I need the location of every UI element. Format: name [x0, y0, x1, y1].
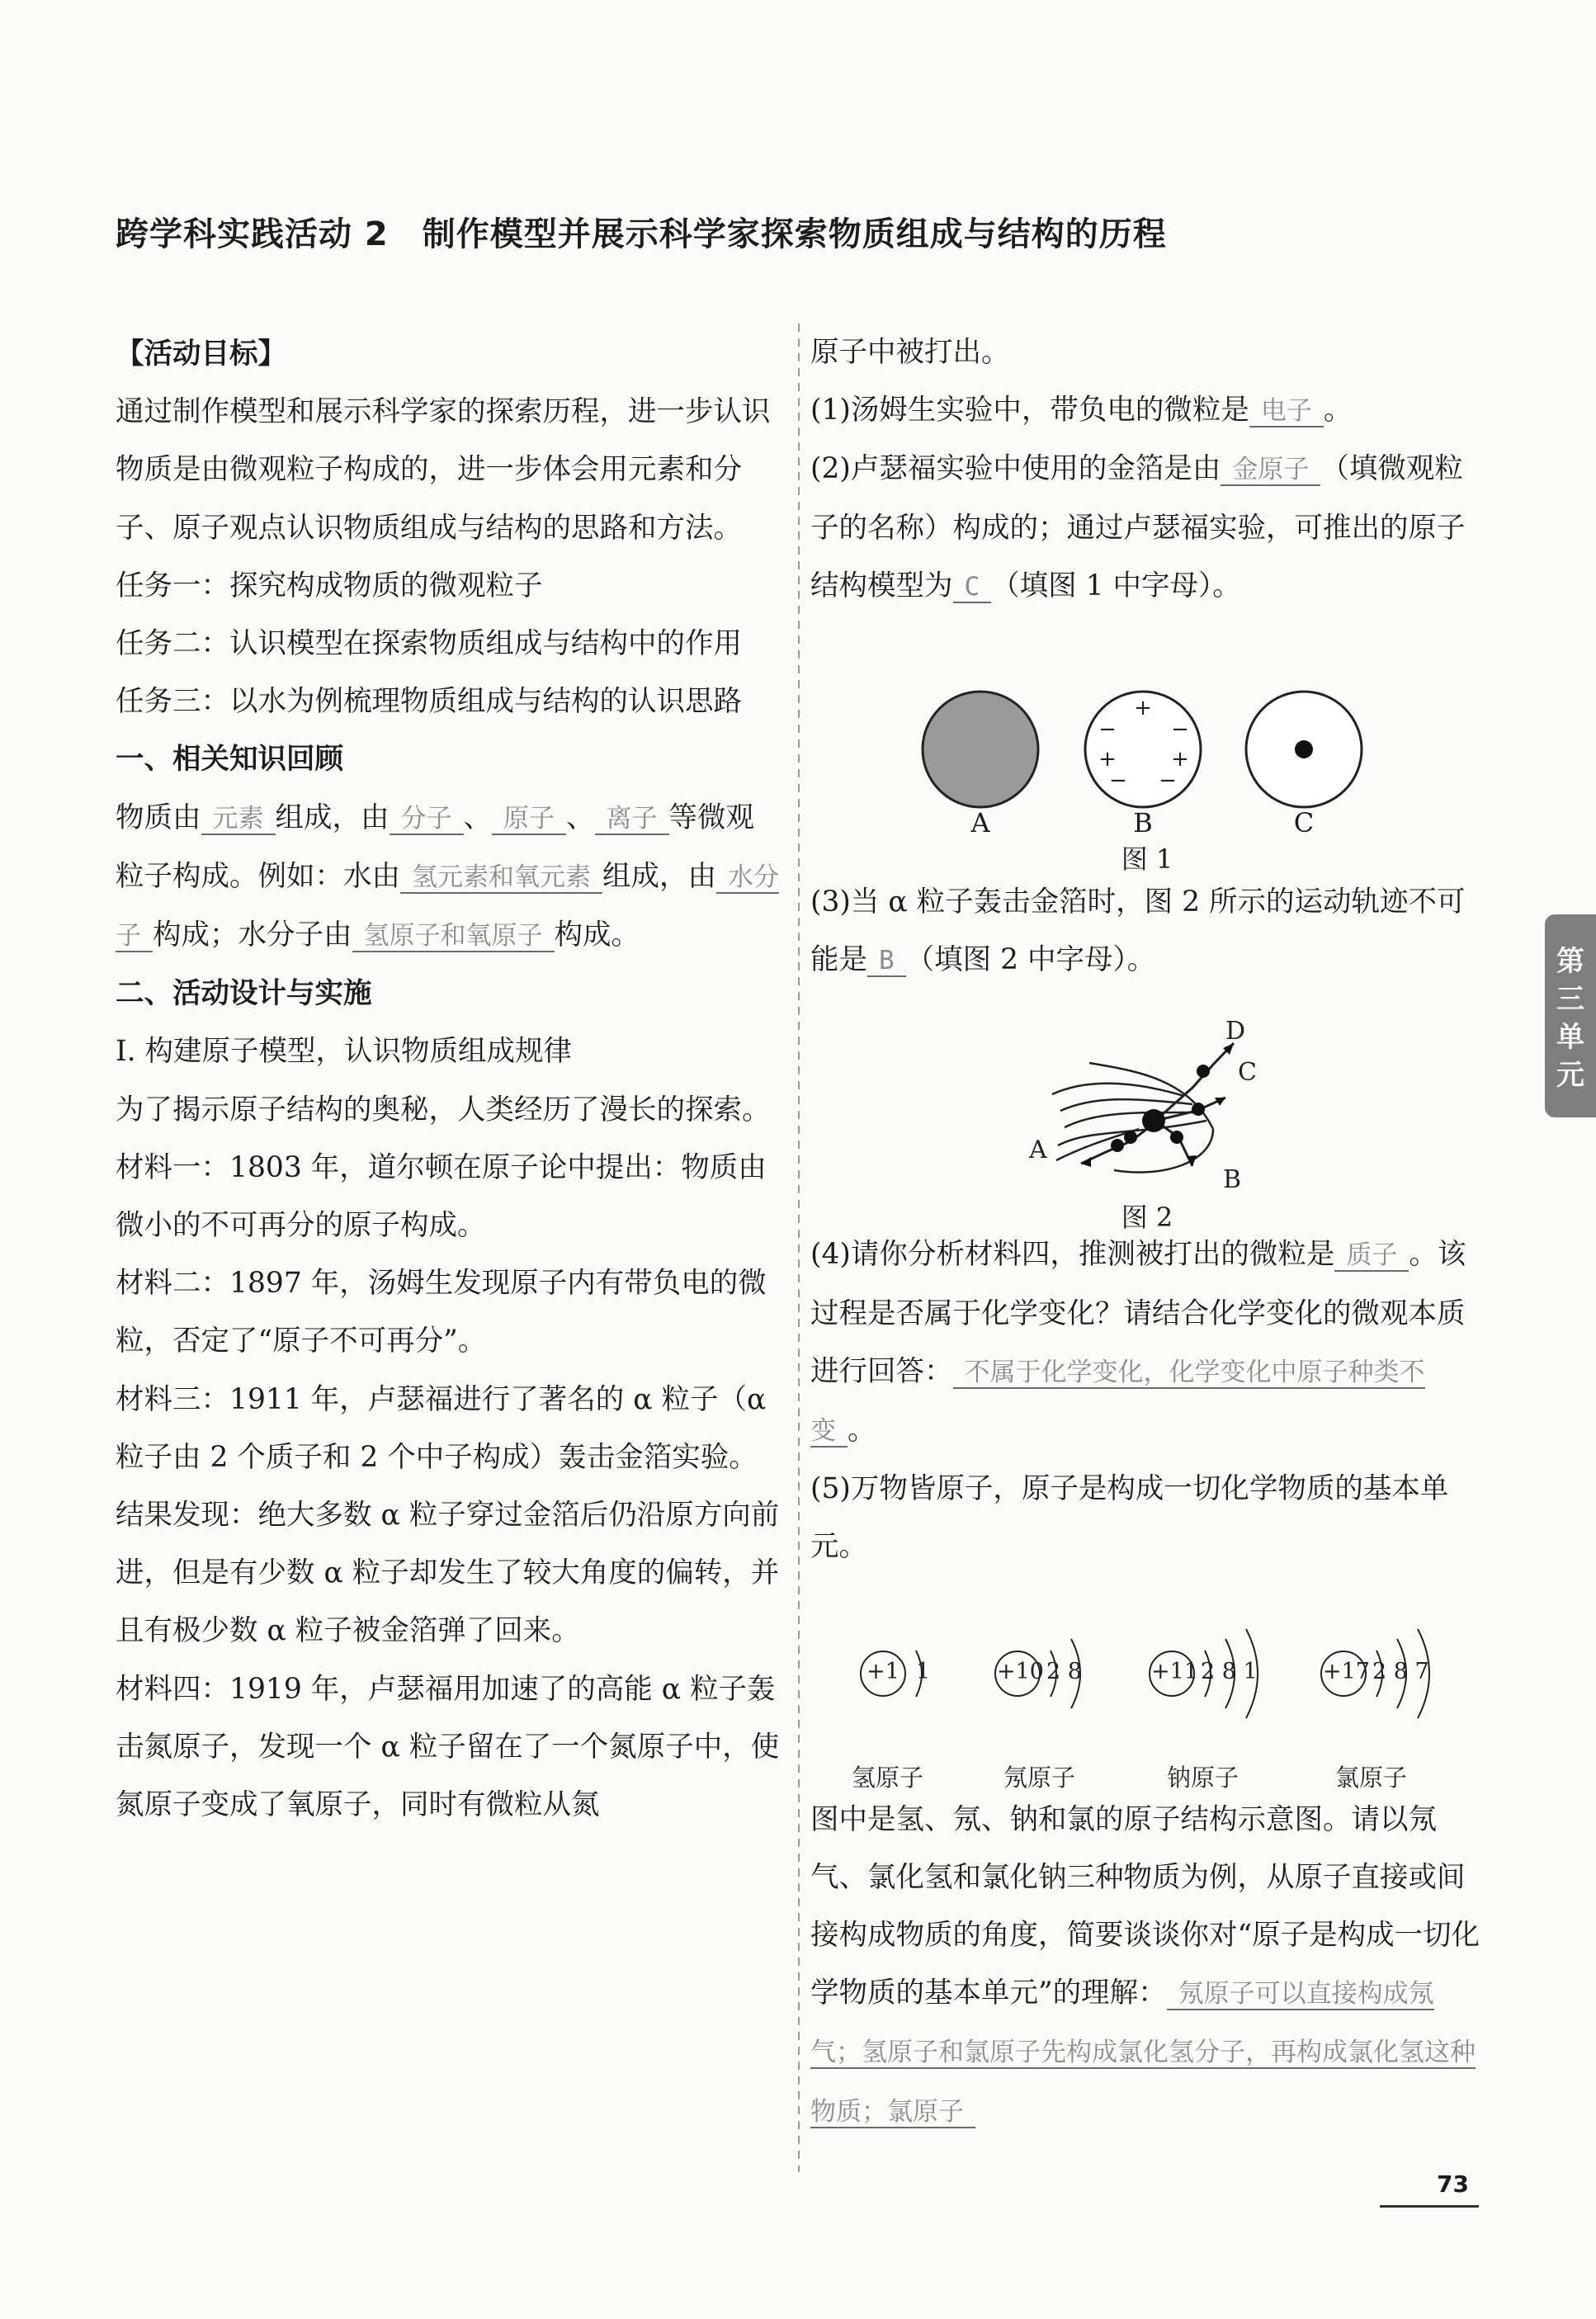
material-4: 材料四：1919 年，卢瑟福用加速了的高能 α 粒子轰击氮原子，发现一个 α 粒子留在了一个氮原子中，使氮原子变成了氧原子，同时有微粒从氮 — [116, 1672, 780, 1822]
answer-blank: 分子 — [390, 804, 464, 835]
question-2: (2)卢瑟福实验中使用的金箔是由 金原子 （填微观粒子的名称）构成的；通过卢瑟福实验，可推出的原子结构模型为 C （填图 1 中字母）。 — [810, 452, 1466, 602]
answer-blank: 氖原子可以直接构成氖气；氢原子和氯原子先构成氯化氢分子，再构成氯化氢这种物质；氯原子 — [810, 1979, 1476, 2127]
svg-text:+: + — [1134, 696, 1152, 720]
answer-blank: 质子 — [1334, 1240, 1409, 1272]
svg-text:−: − — [1171, 717, 1189, 742]
answer-blank: 电子 — [1249, 396, 1324, 427]
figure-2-label-c: C — [1238, 1058, 1257, 1087]
svg-text:−: − — [1098, 717, 1117, 742]
question-3: (3)当 α 粒子轰击金箔时，图 2 所示的运动轨迹不可能是 B （填图 2 中字母）。 — [810, 886, 1466, 977]
figure-1-caption: 图 1 — [1121, 843, 1173, 875]
page-number-rule — [1380, 2205, 1479, 2208]
page-title: 跨学科实践活动 2 制作模型并展示科学家探索物质组成与结构的历程 — [116, 215, 1167, 253]
figure-1-label-b: B — [1133, 807, 1153, 838]
svg-text:−: − — [1159, 768, 1177, 793]
model-c-nucleus — [1295, 740, 1313, 758]
hydrogen-nucleus: +1 — [866, 1659, 900, 1684]
figure-1-label-a: A — [970, 807, 990, 838]
material-1: 材料一：1803 年，道尔顿在原子论中提出：物质由微小的不可再分的原子构成。 — [116, 1150, 767, 1243]
figure-1-label-c: C — [1293, 807, 1315, 838]
answer-blank: 原子 — [492, 804, 566, 835]
review-paragraph: 物质由 元素 组成，由 分子 、 原子 、 离子 等微观粒子构成。例如：水由 氢元素和氧元素 组成，由 水分子 构成；水分子由 氢原子和氧原子 构成。 — [116, 801, 779, 952]
question-4: (4)请你分析材料四，推测被打出的微粒是 质子 。该过程是否属于化学变化？请结合化学变化的微观本质进行回答： 不属于化学变化，化学变化中原子种类不变 。 — [810, 1238, 1466, 1448]
task-2: 任务二：认识模型在探索物质组成与结构中的作用 — [116, 627, 742, 661]
figure-1 — [908, 683, 1403, 824]
unit-side-tab — [1545, 914, 1596, 1117]
hydrogen-shells: 1 — [916, 1659, 931, 1684]
answer-blank: B — [867, 946, 906, 977]
gold-nucleus — [1142, 1109, 1165, 1132]
answer-blank: 不属于化学变化，化学变化中原子种类不变 — [810, 1357, 1425, 1447]
answer-blank: 离子 — [595, 804, 669, 835]
chlorine-nucleus: +17 — [1323, 1659, 1370, 1684]
figure-2 — [1015, 1005, 1312, 1195]
goal-heading: 【活动目标】 — [116, 338, 286, 371]
section-activity-heading: 二、活动设计与实施 — [116, 977, 372, 1011]
sodium-shells: 2 8 1 — [1201, 1659, 1258, 1684]
answer-blank: 水分子 — [116, 862, 779, 952]
sodium-name: 钠原子 — [1167, 1764, 1239, 1792]
answer-blank: 元素 — [201, 804, 276, 835]
figure-2-label-a: A — [1029, 1136, 1047, 1164]
intro-text: 为了揭示原子结构的奥秘，人类经历了漫长的探索。 — [116, 1093, 771, 1126]
section-review-heading: 一、相关知识回顾 — [116, 743, 343, 777]
subsection-heading: Ⅰ. 构建原子模型，认识物质组成规律 — [116, 1035, 573, 1069]
svg-text:+: + — [1171, 747, 1189, 772]
task-1: 任务一：探究构成物质的微观粒子 — [116, 569, 543, 602]
chlorine-shells: 2 8 7 — [1372, 1659, 1429, 1684]
answer-blank: 金原子 — [1221, 455, 1320, 486]
chlorine-name: 氯原子 — [1335, 1764, 1408, 1792]
hydrogen-name: 氢原子 — [852, 1764, 924, 1792]
answer-blank: 氢原子和氧原子 — [352, 921, 555, 952]
material-2: 材料二：1897 年，汤姆生发现原子内有带负电的微粒，否定了“原子不可再分”。 — [116, 1267, 767, 1358]
left-column — [116, 325, 782, 1834]
continued-text: 原子中被打出。 — [810, 336, 1010, 369]
task-3: 任务三：以水为例梳理物质组成与结构的认识思路 — [116, 685, 742, 719]
answer-blank: 氢元素和氧元素 — [400, 862, 602, 894]
svg-text:+: + — [1098, 747, 1117, 772]
answer-blank: C — [953, 572, 992, 603]
question-1: (1)汤姆生实验中，带负电的微粒是 电子 。 — [810, 394, 1353, 427]
figure-2-label-d: D — [1225, 1017, 1246, 1046]
neon-nucleus: +10 — [997, 1659, 1044, 1684]
svg-text:−: − — [1109, 768, 1127, 793]
figure-2-label-b: B — [1223, 1165, 1242, 1194]
material-3: 材料三：1911 年，卢瑟福进行了著名的 α 粒子（α 粒子由 2 个质子和 2 个中子构成）轰击金箔实验。结果发现：绝大多数 α 粒子穿过金箔后仍沿原方向前进，但是有少数 α 粒子却发生了较大角度的偏转，并且有极少数 α 粒子被金箔弹了回来。 — [116, 1382, 780, 1648]
sodium-nucleus: +11 — [1151, 1659, 1198, 1684]
question-5-text: 图中是氢、氖、钠和氯的原子结构示意图。请以氖气、氯化氢和氯化钠三种物质为例，从原子直接或间接构成物质的角度，简要谈谈你对“原子是构成一切化学物质的基本单元”的理解： 氖原子可以直接构成氖气；氢原子和氯原子先构成氯化氢分子，再构成氯化氢这种物质；氯原子 — [810, 1802, 1480, 2127]
goal-text: 通过制作模型和展示科学家的探索历程，进一步认识物质是由微观粒子构成的，进一步体会用元素和分子、原子观点认识物质组成与结构的思路和方法。 — [116, 395, 771, 545]
column-divider — [796, 324, 802, 2172]
question-5: (5)万物皆原子，原子是构成一切化学物质的基本单元。 — [810, 1472, 1449, 1564]
figure-2-caption: 图 2 — [1121, 1202, 1173, 1233]
neon-shells: 2 8 — [1046, 1659, 1082, 1684]
neon-name: 氖原子 — [1003, 1764, 1076, 1792]
unit-side-tab-text: 第三单元 — [1556, 945, 1584, 1092]
model-a-solid-sphere — [923, 692, 1038, 807]
page-number: 73 — [1437, 2170, 1469, 2198]
